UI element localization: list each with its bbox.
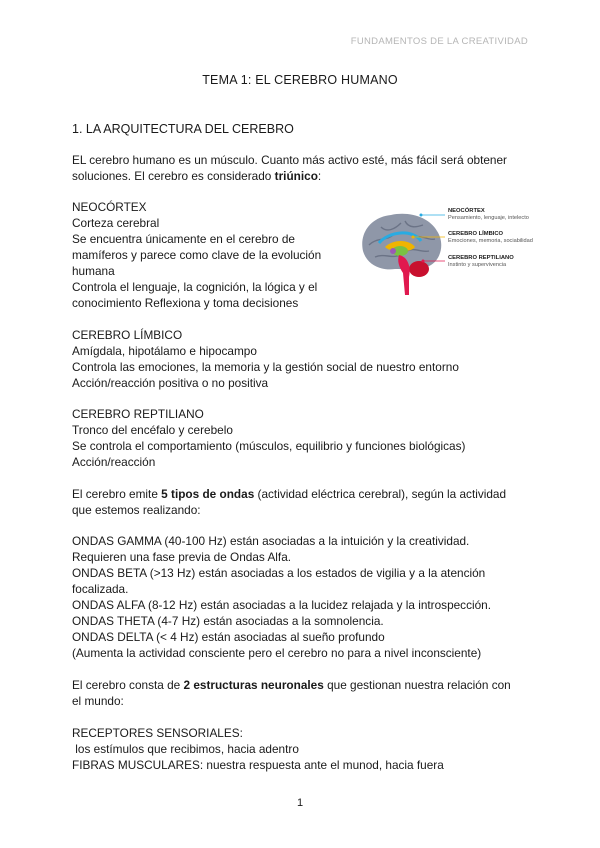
limbico-label-sub: Emociones, memoria, sociabilidad [448,238,533,244]
reptiliano-label-title: CEREBRO REPTILIANO [448,255,514,261]
limbico-line: Amígdala, hipotálamo e hipocampo [72,344,257,358]
ondas-bold: 5 tipos de ondas [161,487,255,501]
onda-line: Requieren una fase previa de Ondas Alfa. [72,550,292,564]
limbico-block [72,327,530,391]
onda-line: ONDAS ALFA (8-12 Hz) están asociadas a la lucidez relajada y la introspección. [72,598,492,612]
intro-text: soluciones. El cerebro es considerado [72,169,275,183]
ondas-intro-line-2: que estemos realizando: [72,503,201,517]
neocortex-line: conocimiento Reflexiona y toma decisiones [72,296,299,310]
receptores-heading: RECEPTORES SENSORIALES: [72,726,243,740]
reptiliano-label [448,255,514,269]
ondas-intro-pre: El cerebro emite [72,487,162,501]
reptiliano-label-sub: Instinto y supervivencia [448,262,507,268]
receptores-line: los estímulos que recibimos, hacia adentro [72,742,299,756]
neocortex-heading: NEOCÓRTEX [72,200,147,214]
onda-line: ONDAS THETA (4-7 Hz) están asociadas a la somnolencia. [72,614,384,628]
running-header: FUNDAMENTOS DE LA CREATIVIDAD [350,36,528,47]
estructuras-post: que gestionan nuestra relación con [323,678,511,692]
ondas-list [72,533,530,661]
neocortex-label [448,208,529,222]
neocortex-line: Se encuentra únicamente en el cerebro de [72,232,295,246]
brain-figure [355,207,535,299]
neocortex-line: Corteza cerebral [72,216,160,230]
reptiliano-line: Acción/reacción [72,455,156,469]
limbico-label [448,231,533,245]
page-title: TEMA 1: EL CEREBRO HUMANO [202,73,398,87]
reptiliano-block [72,406,530,470]
receptores-block [72,725,530,773]
reptiliano-heading: CEREBRO REPTILIANO [72,407,204,421]
intro-line-1: EL cerebro humano es un músculo. Cuanto más activo esté, más fácil será obtener [72,153,507,167]
reptiliano-line: Tronco del encéfalo y cerebelo [72,423,233,437]
ondas-intro-post: (actividad eléctrica cerebral), según la actividad [254,487,507,501]
neocortex-label-sub: Pensamiento, lenguaje, intelecto [448,215,529,221]
onda-line: (Aumenta la actividad consciente pero el cerebro no para a nivel inconsciente) [72,646,482,660]
estructuras-pre: El cerebro consta de [72,678,184,692]
limbico-heading: CEREBRO LÍMBICO [72,328,183,342]
limbico-label-title: CEREBRO LÍMBICO [448,231,504,237]
estructuras-line-2: el mundo: [72,694,124,708]
limbico-line: Controla las emociones, la memoria y la gestión social de nuestro entorno [72,360,459,374]
ondas-intro-line-1 [72,486,530,502]
onda-line: ONDAS DELTA (< 4 Hz) están asociadas al sueño profundo [72,630,385,644]
intro-colon: : [317,169,322,183]
fibras-line: FIBRAS MUSCULARES: nuestra respuesta ante el munod, hacia fuera [72,758,444,772]
neocortex-line: humana [72,264,115,278]
ondas-intro [72,486,530,518]
intro-paragraph [72,152,530,184]
onda-line: ONDAS GAMMA (40-100 Hz) están asociadas a la intuición y la creatividad. [72,534,470,548]
limbico-line: Acción/reacción positiva o no positiva [72,376,269,390]
intro-line-2 [72,168,530,184]
page-number: 1 [296,797,304,809]
section-title: 1. LA ARQUITECTURA DEL CEREBRO [72,122,294,136]
estructuras-bold: 2 estructuras neuronales [183,678,324,692]
estructuras-paragraph [72,677,530,709]
onda-line: ONDAS BETA (>13 Hz) están asociadas a los estados de vigilia y a la atención [72,566,486,580]
neocortex-line: mamíferos y parece como clave de la evolución [72,248,322,262]
neocortex-label-title: NEOCÓRTEX [448,208,485,214]
triunico-bold: triúnico [274,169,318,183]
reptiliano-line: Se controla el comportamiento (músculos, equilibrio y funciones biológicas) [72,439,466,453]
neocortex-line: Controla el lenguaje, la cognición, la lógica y el [72,280,318,294]
estructuras-line-1 [72,677,530,693]
onda-line: focalizada. [72,582,129,596]
label-leader-lines [355,207,445,299]
neocortex-block [72,199,362,311]
